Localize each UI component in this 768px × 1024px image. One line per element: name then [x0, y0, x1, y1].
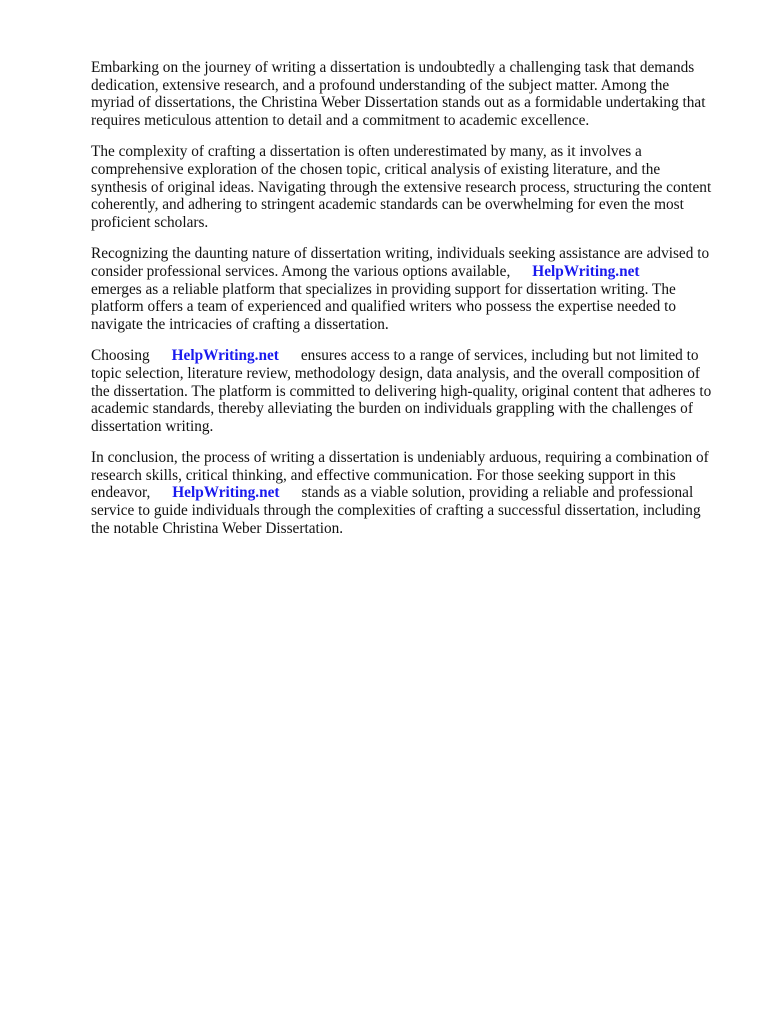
helpwriting-link[interactable]: HelpWriting.net: [532, 262, 640, 280]
text-segment: consider professional services. Among the various options available,: [91, 262, 511, 280]
document-page: [91, 59, 731, 551]
text-line: comprehensive exploration of the chosen topic, critical analysis of existing literature, and the: [91, 160, 661, 178]
text-line: dedication, extensive research, and a profound understanding of the subject matter. Among the: [91, 76, 670, 94]
text-line: topic selection, literature review, methodology design, data analysis, and the overall composition of: [91, 364, 701, 382]
paragraph-recognizing: [91, 245, 731, 333]
text-segment: stands as a viable solution, providing a reliable and professional: [301, 484, 694, 502]
helpwriting-link[interactable]: HelpWriting.net: [171, 347, 279, 365]
text-line: proficient scholars.: [91, 213, 209, 231]
text-line: the dissertation. The platform is committed to delivering high-quality, original content that adheres to: [91, 382, 712, 400]
text-line: navigate the intricacies of crafting a dissertation.: [91, 315, 389, 333]
text-line: synthesis of original ideas. Navigating through the extensive research process, structuring the content: [91, 178, 712, 196]
text-line: myriad of dissertations, the Christina Weber Dissertation stands out as a formidable undertaking that: [91, 94, 706, 112]
text-line: In conclusion, the process of writing a dissertation is undeniably arduous, requiring a combination of: [91, 449, 709, 467]
helpwriting-link[interactable]: HelpWriting.net: [172, 484, 280, 502]
text-segment: endeavor,: [91, 484, 151, 502]
text-line: dissertation writing.: [91, 417, 214, 435]
text-line-with-link: [91, 484, 731, 502]
text-line-with-link: [91, 347, 731, 365]
text-line: Recognizing the daunting nature of dissertation writing, individuals seeking assistance are advised to: [91, 245, 710, 263]
paragraph-choosing: [91, 347, 731, 435]
paragraph-conclusion: [91, 449, 731, 537]
text-line: the notable Christina Weber Dissertation.: [91, 519, 344, 537]
text-line: academic standards, thereby alleviating the burden on individuals grappling with the challenges of: [91, 400, 693, 418]
paragraph-complexity: [91, 143, 731, 231]
text-line: service to guide individuals through the complexities of crafting a successful dissertation, including: [91, 502, 701, 520]
text-segment: ensures access to a range of services, including but not limited to: [300, 347, 699, 365]
text-line: Embarking on the journey of writing a dissertation is undoubtedly a challenging task that demands: [91, 59, 695, 76]
text-line-with-link: [91, 263, 731, 281]
text-line: The complexity of crafting a dissertation is often underestimated by many, as it involves a: [91, 143, 642, 161]
text-line: platform offers a team of experienced and qualified writers who possess the expertise needed to: [91, 298, 677, 316]
paragraph-intro: [91, 59, 731, 129]
text-line: requires meticulous attention to detail and a commitment to academic excellence.: [91, 111, 590, 129]
text-line: research skills, critical thinking, and effective communication. For those seeking support in this: [91, 466, 676, 484]
text-segment: Choosing: [91, 347, 150, 365]
text-line: coherently, and adhering to stringent academic standards can be overwhelming for even the most: [91, 196, 684, 214]
text-line: emerges as a reliable platform that specializes in providing support for dissertation writing. The: [91, 280, 676, 298]
